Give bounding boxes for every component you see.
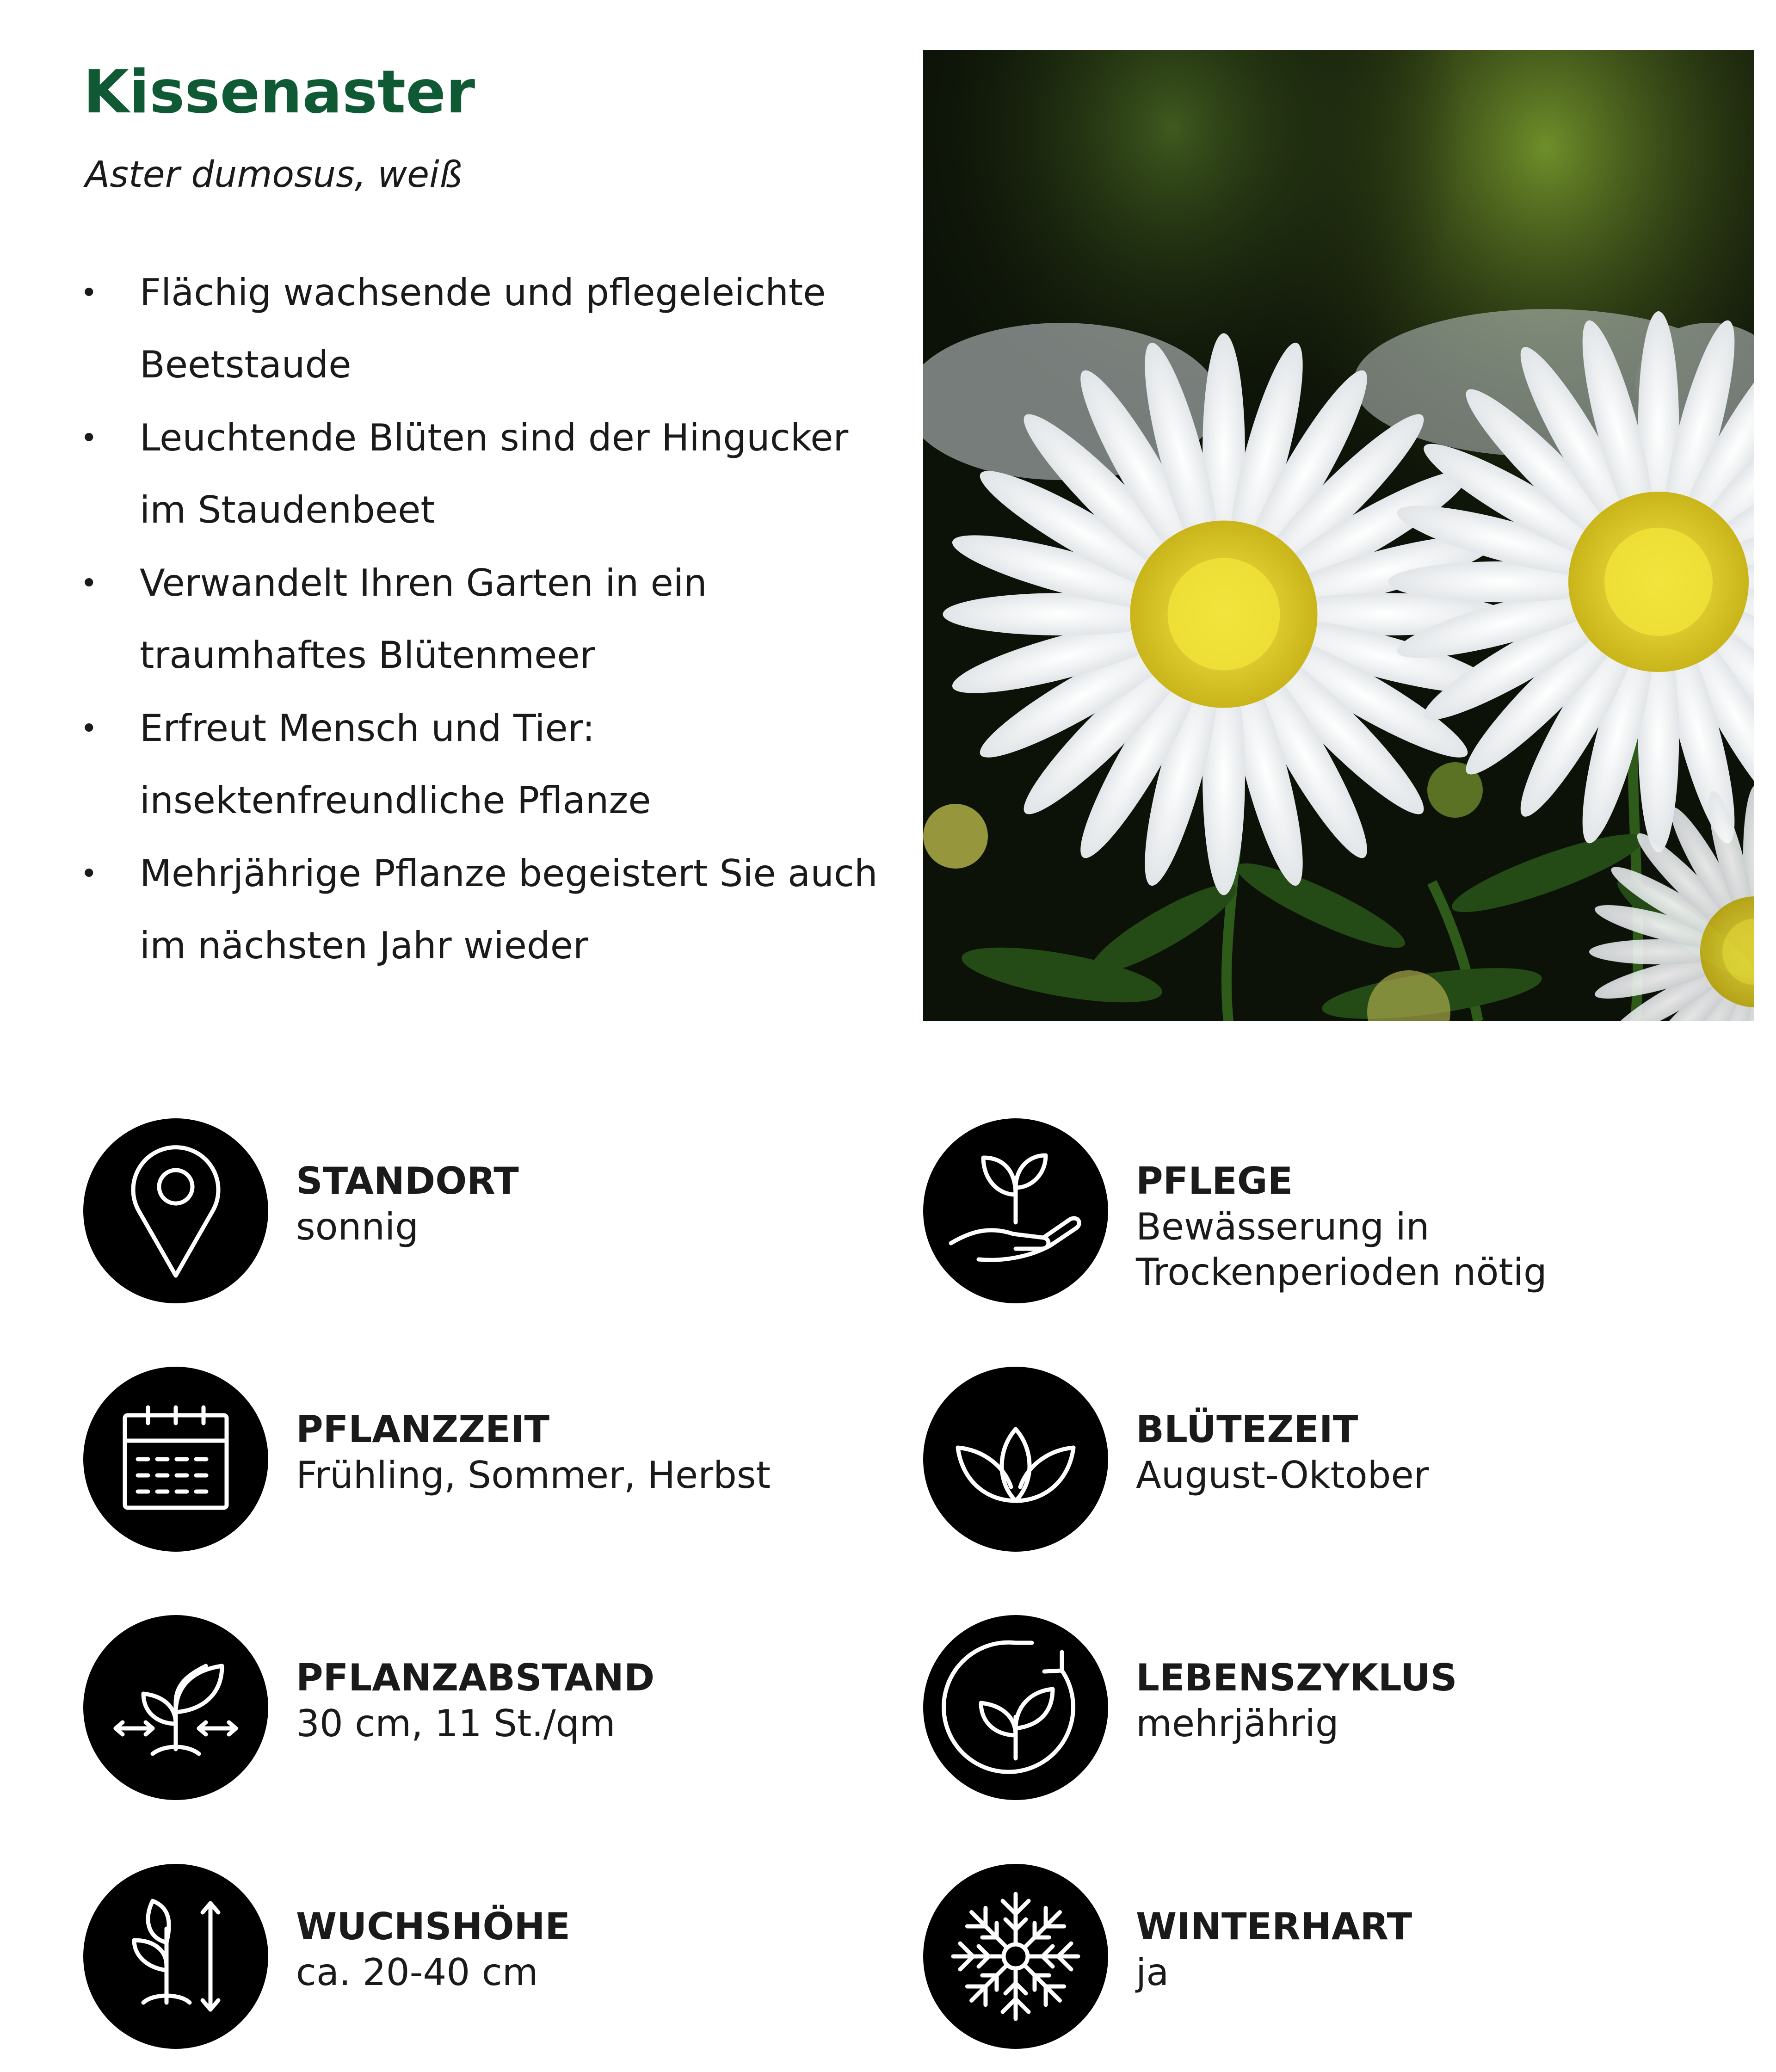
plant-height-icon <box>83 1864 268 2049</box>
attribute-label: WINTERHART <box>1136 1905 1412 1948</box>
attribute-winterhart <box>923 1864 1737 2049</box>
attribute-pflanzzeit <box>83 1367 897 1552</box>
attribute-label: PFLANZZEIT <box>296 1408 550 1451</box>
attribute-value: ca. 20-40 cm <box>296 1951 538 1994</box>
attribute-value: Frühling, Sommer, Herbst <box>296 1454 771 1497</box>
hand-sprout-icon <box>923 1118 1108 1303</box>
attribute-label: BLÜTEZEIT <box>1136 1408 1358 1451</box>
attribute-label: PFLANZABSTAND <box>296 1656 655 1699</box>
feature-item: • Flächig wachsende und pflegeleichte Beetstaude <box>79 257 902 401</box>
plant-spacing-icon <box>83 1615 268 1800</box>
calendar-icon <box>83 1367 268 1552</box>
attribute-pflanzabstand <box>83 1615 897 1800</box>
attribute-value: sonnig <box>296 1205 419 1248</box>
feature-item: • Mehrjährige Pflanze begeistert Sie auch im nächsten Jahr wieder <box>79 838 902 982</box>
botanical-name: Aster dumosus, weiß <box>85 154 462 196</box>
attribute-value: 30 cm, 11 St./qm <box>296 1702 616 1745</box>
attribute-pflege <box>923 1118 1737 1303</box>
attribute-wuchshoehe <box>83 1864 897 2049</box>
feature-item: • Erfreut Mensch und Tier: insektenfreundliche Pflanze <box>79 692 902 837</box>
product-photo <box>923 50 1754 1021</box>
attribute-value: Bewässerung in Trockenperioden nötig <box>1136 1205 1547 1294</box>
feature-item: • Leuchtende Blüten sind der Hingucker im Staudenbeet <box>79 402 902 546</box>
lotus-flower-icon <box>923 1367 1108 1552</box>
snowflake-icon <box>923 1864 1108 2049</box>
attribute-standort <box>83 1118 897 1303</box>
attribute-label: STANDORT <box>296 1159 519 1202</box>
attribute-lebenszyklus <box>923 1615 1737 1800</box>
attribute-label: PFLEGE <box>1136 1159 1293 1202</box>
product-title: Kissenaster <box>83 58 475 127</box>
attribute-value: ja <box>1136 1951 1169 1994</box>
aster-flower-image <box>923 50 1754 1021</box>
feature-item: • Verwandelt Ihren Garten in ein traumhaftes Blütenmeer <box>79 547 902 691</box>
attribute-label: LEBENSZYKLUS <box>1136 1656 1457 1699</box>
attribute-label: WUCHSHÖHE <box>296 1905 571 1948</box>
location-pin-icon <box>83 1118 268 1303</box>
attribute-value: mehrjährig <box>1136 1702 1339 1745</box>
plant-cycle-icon <box>923 1615 1108 1800</box>
feature-list <box>79 257 902 983</box>
attribute-value: August-Oktober <box>1136 1454 1429 1497</box>
attribute-bluetezeit <box>923 1367 1737 1552</box>
